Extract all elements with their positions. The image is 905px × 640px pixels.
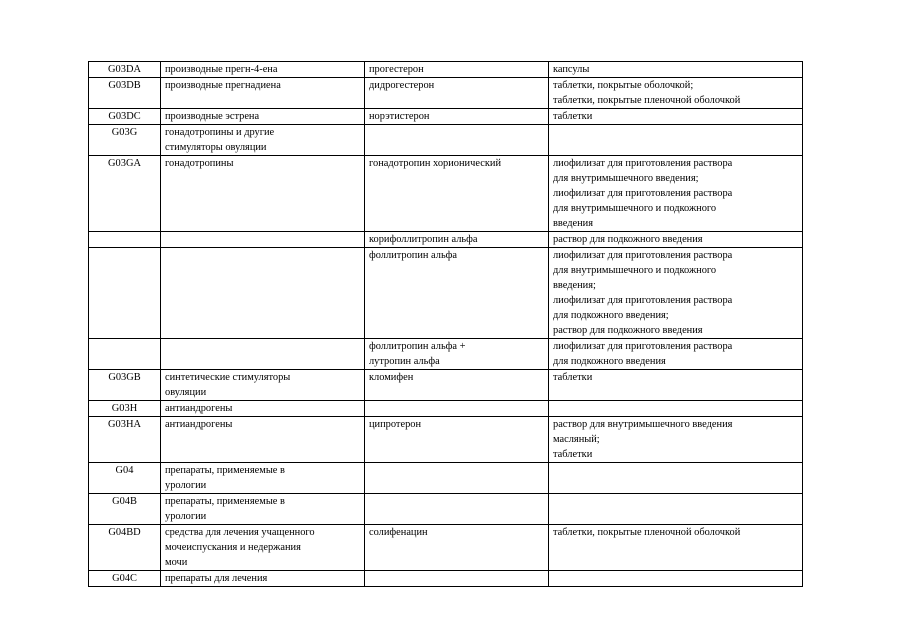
dosage-form-cell: раствор для внутримышечного введения масляный; таблетки (549, 417, 803, 463)
dosage-form-cell (549, 571, 803, 587)
group-name-cell: антиандрогены (161, 417, 365, 463)
group-name-cell (161, 339, 365, 370)
table-row (89, 78, 803, 109)
atc-code-cell: G04B (89, 494, 161, 525)
drug-name-cell: корифоллитропин альфа (365, 232, 549, 248)
group-name-cell: препараты для лечения (161, 571, 365, 587)
table-row (89, 232, 803, 248)
dosage-form-cell (549, 463, 803, 494)
drug-name-cell (365, 494, 549, 525)
group-name-cell: препараты, применяемые в урологии (161, 463, 365, 494)
table-row (89, 248, 803, 339)
atc-code-cell (89, 232, 161, 248)
dosage-form-cell: таблетки (549, 370, 803, 401)
dosage-form-cell: таблетки, покрытые пленочной оболочкой (549, 525, 803, 571)
atc-code-cell (89, 339, 161, 370)
group-name-cell (161, 232, 365, 248)
drug-classification-table (88, 61, 803, 587)
group-name-cell: производные прегнадиена (161, 78, 365, 109)
drug-name-cell: прогестерон (365, 62, 549, 78)
drug-name-cell (365, 401, 549, 417)
atc-code-cell: G03G (89, 125, 161, 156)
dosage-form-cell (549, 401, 803, 417)
drug-name-cell: солифенацин (365, 525, 549, 571)
atc-code-cell: G04C (89, 571, 161, 587)
table-row (89, 370, 803, 401)
dosage-form-cell: лиофилизат для приготовления раствора для подкожного введения (549, 339, 803, 370)
table-row (89, 463, 803, 494)
group-name-cell: гонадотропины (161, 156, 365, 232)
atc-code-cell: G03DA (89, 62, 161, 78)
atc-code-cell: G03DC (89, 109, 161, 125)
table-row (89, 109, 803, 125)
table-row (89, 525, 803, 571)
dosage-form-cell: лиофилизат для приготовления раствора для внутримышечного и подкожного введения; лиофилизат для приготовления раствора для подкожного введения; раствор для подкожного введения (549, 248, 803, 339)
atc-code-cell: G04 (89, 463, 161, 494)
dosage-form-cell (549, 494, 803, 525)
atc-code-cell: G03GB (89, 370, 161, 401)
atc-code-cell: G03HA (89, 417, 161, 463)
dosage-form-cell (549, 125, 803, 156)
table-row (89, 125, 803, 156)
group-name-cell: препараты, применяемые в урологии (161, 494, 365, 525)
drug-name-cell (365, 463, 549, 494)
table-row (89, 401, 803, 417)
group-name-cell: синтетические стимуляторы овуляции (161, 370, 365, 401)
group-name-cell: производные прегн-4-ена (161, 62, 365, 78)
drug-name-cell: ципротерон (365, 417, 549, 463)
dosage-form-cell: капсулы (549, 62, 803, 78)
drug-name-cell: фоллитропин альфа (365, 248, 549, 339)
group-name-cell: производные эстрена (161, 109, 365, 125)
table-row (89, 156, 803, 232)
table-body (89, 62, 803, 587)
drug-name-cell: кломифен (365, 370, 549, 401)
drug-name-cell (365, 125, 549, 156)
dosage-form-cell: таблетки (549, 109, 803, 125)
group-name-cell: гонадотропины и другие стимуляторы овуляции (161, 125, 365, 156)
atc-code-cell: G03H (89, 401, 161, 417)
drug-name-cell: дидрогестерон (365, 78, 549, 109)
table-row (89, 339, 803, 370)
drug-name-cell: гонадотропин хорионический (365, 156, 549, 232)
table-row (89, 417, 803, 463)
table-row (89, 62, 803, 78)
atc-code-cell: G03DB (89, 78, 161, 109)
group-name-cell: антиандрогены (161, 401, 365, 417)
group-name-cell: средства для лечения учащенного мочеиспускания и недержания мочи (161, 525, 365, 571)
group-name-cell (161, 248, 365, 339)
atc-code-cell: G03GA (89, 156, 161, 232)
dosage-form-cell: лиофилизат для приготовления раствора для внутримышечного введения; лиофилизат для приготовления раствора для внутримышечного и подкожного введения (549, 156, 803, 232)
atc-code-cell (89, 248, 161, 339)
drug-name-cell (365, 571, 549, 587)
table-row (89, 571, 803, 587)
atc-code-cell: G04BD (89, 525, 161, 571)
dosage-form-cell: таблетки, покрытые оболочкой; таблетки, покрытые пленочной оболочкой (549, 78, 803, 109)
drug-name-cell: фоллитропин альфа + лутропин альфа (365, 339, 549, 370)
dosage-form-cell: раствор для подкожного введения (549, 232, 803, 248)
table-row (89, 494, 803, 525)
drug-name-cell: норэтистерон (365, 109, 549, 125)
